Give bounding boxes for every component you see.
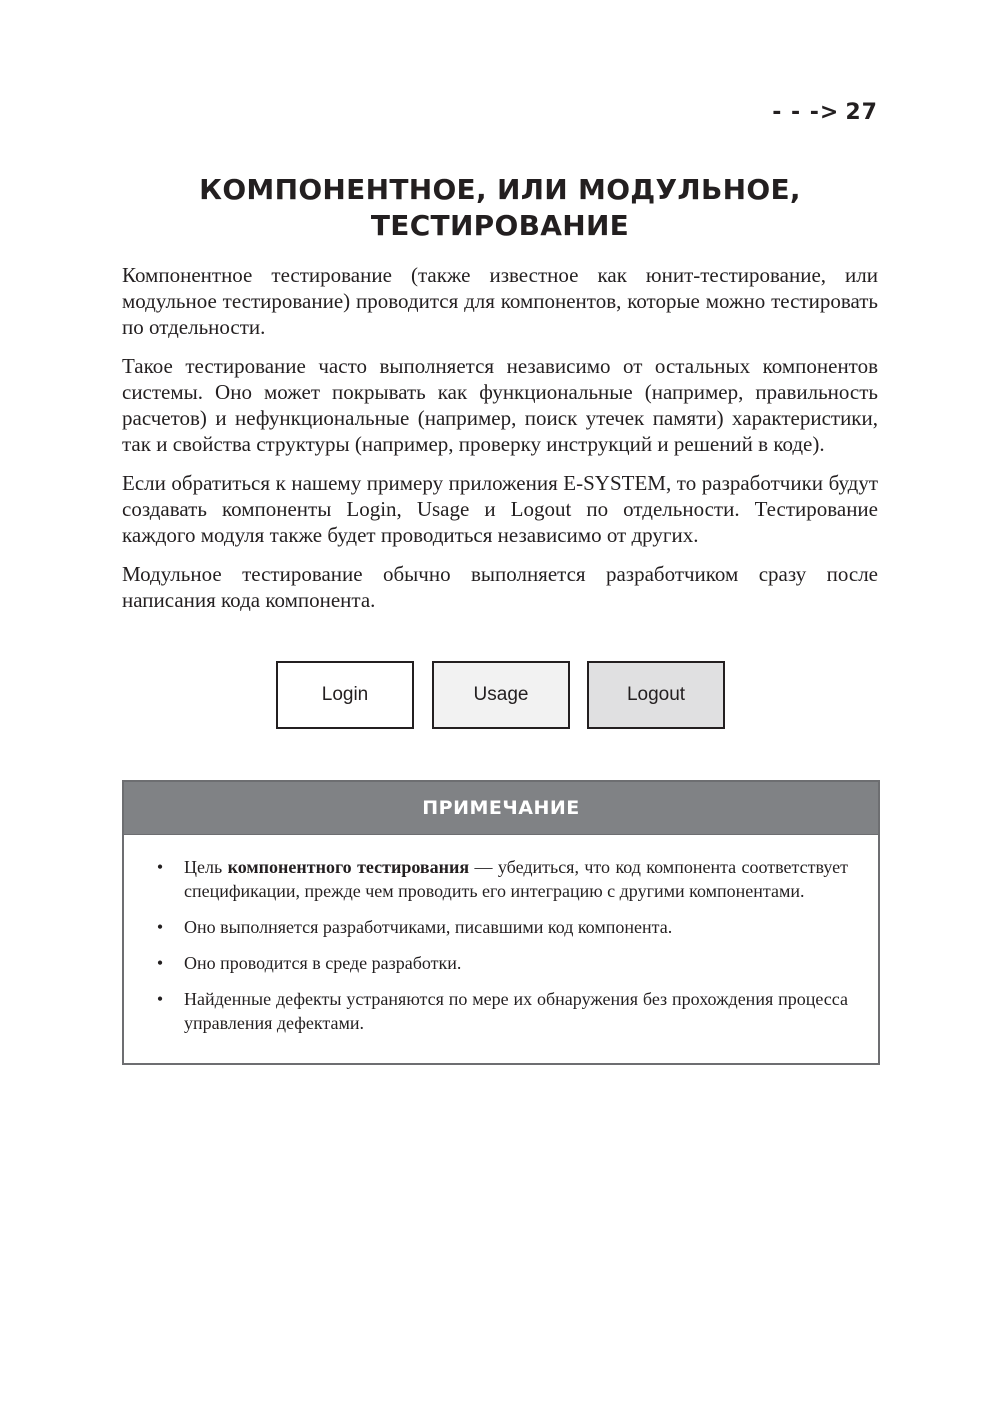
note-item-text-suffix: — убедиться, что код компонента соответствует спецификации, прежде чем проводить его интеграцию с другими компонентами. — [184, 857, 848, 901]
note-item — [154, 855, 848, 903]
note-item-text: Оно выполняется разработчиками, писавшими код компонента. — [184, 917, 673, 937]
note-item-text: Оно проводится в среде разработки. — [184, 953, 462, 973]
note-item — [154, 951, 848, 975]
module-logout-box: Logout — [587, 661, 725, 729]
section-title-line-1: КОМПОНЕНТНОЕ, ИЛИ МОДУЛЬНОЕ, — [199, 173, 801, 206]
note-list — [124, 835, 878, 1063]
modules-diagram — [276, 661, 724, 727]
note-item — [154, 987, 848, 1035]
paragraph: Компонентное тестирование (также известное как юнит-тестирование, или модульное тестирование) проводится для компонентов, которые можно тестировать по отдельности. — [122, 263, 878, 339]
note-box — [122, 780, 880, 1065]
page-number-marker — [772, 100, 878, 125]
bullet-icon: • — [156, 953, 164, 973]
paragraph: Если обратиться к нашему примеру приложения E-SYSTEM, то разработчики будут создавать компоненты Login, Usage и Logout по отдельности. Тестирование каждого модуля также будет проводиться независимо от других. — [122, 471, 878, 547]
page-number: 27 — [845, 100, 878, 125]
section-title-line-2: ТЕСТИРОВАНИЕ — [370, 209, 630, 242]
bullet-icon: • — [156, 989, 164, 1009]
arrow-marker: - - -> — [772, 100, 840, 125]
section-title — [122, 172, 878, 244]
paragraph: Такое тестирование часто выполняется независимо от остальных компонентов системы. Оно может покрывать как функциональные (например, правильность расчетов) и нефункциональные (например, поиск утечек памяти) характеристики, так и свойства структуры (например, проверку инструкций и решений в коде). — [122, 354, 878, 456]
note-item-text-prefix: Цель — [184, 857, 228, 877]
note-item — [154, 915, 848, 939]
note-item-text: Найденные дефекты устраняются по мере их обнаружения без прохождения процесса управления дефектами. — [184, 989, 848, 1033]
module-usage-box: Usage — [432, 661, 570, 729]
note-item-bold-term: компонентного тестирования — [227, 857, 470, 877]
note-heading: ПРИМЕЧАНИЕ — [124, 782, 878, 835]
bullet-icon: • — [156, 917, 164, 937]
bullet-icon: • — [156, 857, 164, 877]
module-login-box: Login — [276, 661, 414, 729]
body-text — [122, 262, 878, 626]
paragraph: Модульное тестирование обычно выполняется разработчиком сразу после написания кода компонента. — [122, 562, 878, 612]
